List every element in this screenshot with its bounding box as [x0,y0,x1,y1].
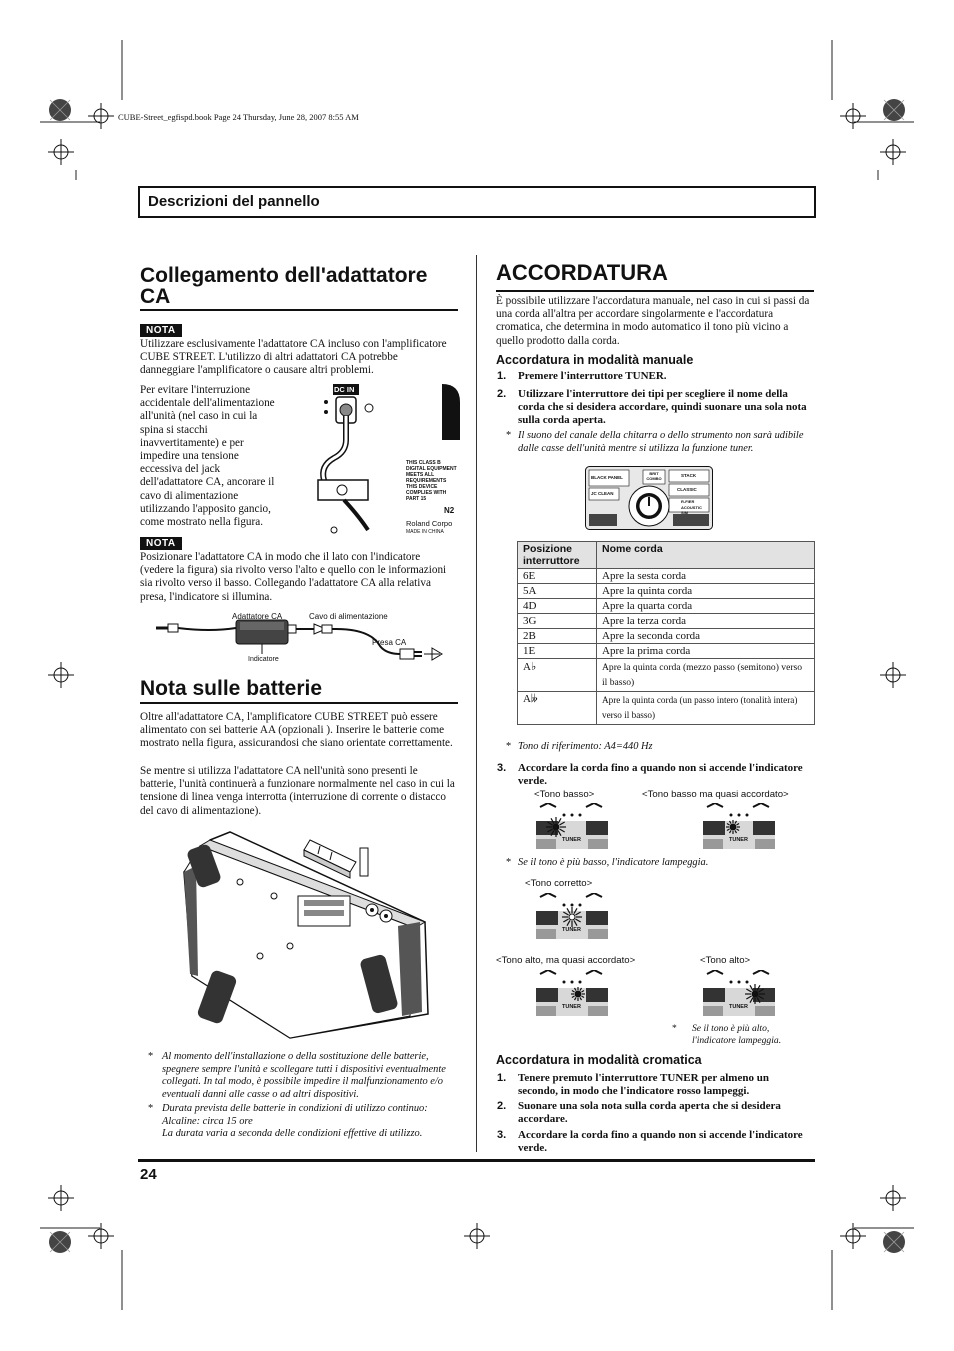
page-number: 24 [140,1166,157,1183]
adapter-para-3: Posizionare l'adattatore CA in modo che il lato con l'indicatore (vedere la figura) sia rivolto verso l'alto e quello con le informazioni sia rivolto verso il basso. Collegando l'adattatore CA alla relativa presa, l'indicatore si illumina. [140,551,447,603]
table-row: 6E Apre la sesta corda [518,569,815,584]
tuner-label: TUNER [729,837,748,843]
chromatic-title: Accordatura in modalità cromatica [496,1053,702,1067]
tuner-label: TUNER [562,837,581,843]
table-row: 2B Apre la seconda corda [518,629,815,644]
chromatic-step-1: 1. Tenere premuto l'interruttore TUNER per almeno un secondo, in modo che l'indicatore rosso lampeggi. [497,1072,769,1097]
string-table [517,541,815,725]
print-info: CUBE-Street_egfispd.book Page 24 Thursday, June 28, 2007 8:55 AM [118,112,359,122]
adapter-title-rule [140,309,458,311]
battery-note-2: * Durata prevista delle batterie in condizioni di utilizzo continuo: Alcaline: circa 15 ore La durata varia a seconda delle condizioni effettive di utilizzo. [148,1103,428,1139]
knob-jc-clean: JC CLEAN [591,491,614,496]
part15-text: THIS DEVICE COMPLIES WITH PART 15 [406,484,447,502]
battery-compartment-figure [170,826,440,1041]
tuner-indicator-in-tune [536,893,608,944]
caption-tono-basso: <Tono basso> [534,789,595,800]
battery-note-1: * Al momento dell'installazione o della sostituzione delle batterie, spegnere sempre l'unità e scollegare tutti i dispositivi eventualmente collegati. In tal modo, è possibile impedire il malfunzionamento e/o eventuali danni alle casse o ad altri dispositivi. [148,1051,446,1100]
caption-tono-corretto: <Tono corretto> [525,878,593,889]
chromatic-step-3: 3. Accordare la corda fino a quando non si accende l'indicatore verde. [497,1129,803,1154]
table-head-position: Posizione interruttore [518,542,597,569]
batteries-title-rule [140,702,458,704]
table-row: A𝄫 Apre la quinta corda (un passo intero (tonalità intera) verso il basso) [518,692,815,725]
table-row: 4D Apre la quarta corda [518,599,815,614]
section-header [138,186,816,218]
tuner-label: TUNER [562,927,581,933]
accordatura-title-rule [496,290,814,292]
reference-note: * Tono di riferimento: A4=440 Hz [506,741,653,752]
batteries-para-1: Oltre all'adattatore CA, l'amplificatore CUBE STREET può essere alimentato con sei batterie AA (opzionali ). Inserire le batterie come mostrato nella figura, assicurandosi che siano orientate correttamente. [140,711,453,750]
batteries-para-2: Se mentre si utilizza l'adattatore CA nell'unità sono presenti le batterie, l'unità continuerà a funzionare normalmente nel caso in cui la tensione di linea venga interrotta (interruzione di corrente o distacco del cavo di alimentazione). [140,765,455,817]
knob-black-panel: BLACK PANEL [591,475,623,480]
dc-in-label: DC IN [334,385,355,394]
tuner-label: TUNER [729,1004,748,1010]
table-row: 3G Apre la terza corda [518,614,815,629]
adapter-para-1: Utilizzare esclusivamente l'adattatore CA incluso con l'amplificatore CUBE STREET. L'utilizzo di altri adattatori CA potrebbe danneggiare l'amplificatore o causare altri problemi. [140,338,447,377]
tuner-indicator-nearly-sharp [536,970,608,1021]
footer-rule [138,1159,815,1162]
knob-acoustic-sim: ACOUSTIC SIM [681,505,702,515]
knob-brit-combo: BRIT COMBO [646,471,662,481]
cavo-label: Cavo di alimentazione [309,612,388,621]
knob-r-fier: R-FIER [681,499,695,504]
manual-title: Accordatura in modalità manuale [496,353,694,367]
table-head-string: Nome corda [597,542,815,569]
manual-note: * Il suono del canale della chitarra o dello strumento non sarà udibile dalle casse dell'unità mentre si utilizza la funzione tuner. [506,430,804,454]
class-b-text: THIS CLASS B DIGITAL EQUIPMENT MEETS ALL REQUIREMENTS [406,460,457,484]
nota-badge-2: NOTA [140,533,182,551]
table-row: A♭ Apre la quinta corda (mezzo passo (semitono) verso il basso) [518,659,815,692]
chromatic-step-2: 2. Suonare una sola nota sulla corda aperta che si desidera accordare. [497,1100,781,1125]
rear-panel-figure [314,380,460,540]
tuner-indicator-nearly-flat [703,803,775,854]
presa-label: Presa CA [372,638,407,647]
adapter-para-2: Per evitare l'interruzione accidentale dell'alimentazione all'unità (nel caso in cui la spina si stacchi inavvertitamente) e per impedire una tensione eccessiva del jack dell'adattatore CA, ancorare il cavo di alimentazione utilizzando l'apposito gancio, come mostrato nella figura. [140,384,275,529]
accordatura-title: ACCORDATURA [496,260,668,285]
adapter-cable-figure [150,608,450,668]
batteries-title: Nota sulle batterie [140,677,323,700]
tuner-indicator-sharp [703,970,775,1021]
sharp-note: * Se il tono è più alto, l'indicatore lampeggia. [672,1023,782,1046]
manual-step-2: 2. Utilizzare l'interruttore dei tipi per scegliere il nome della corda che si desidera accordare, quindi suonare una sola nota sulla corda aperta. [497,388,807,426]
tuner-indicator-flat [536,803,608,854]
made-in-text: MADE IN CHINA [406,529,444,535]
knob-classic: CLASSIC [677,487,697,492]
manual-step-3: 3. Accordare la corda fino a quando non si accende l'indicatore verde. [497,762,803,787]
n2-mark: N2 [444,506,455,515]
table-row: 1E Apre la prima corda [518,644,815,659]
flat-note: * Se il tono è più basso, l'indicatore lampeggia. [506,857,709,868]
section-title: Descrizioni del pannello [148,193,320,210]
caption-alto-quasi: <Tono alto, ma quasi accordato> [496,955,636,966]
amp-type-knob-figure [585,466,713,530]
caption-basso-quasi: <Tono basso ma quasi accordato> [642,789,789,800]
accordatura-intro: È possibile utilizzare l'accordatura manuale, nel caso in cui si passi da una corda all'altra per accordare singolarmente e l'accordatura cromatica, che determina in modo automatico il tono più vicino a quello prodotto dalla corda. [496,295,810,347]
column-divider [476,255,477,1152]
adattatore-label: Adattatore CA [232,612,283,621]
indicatore-label: Indicatore [248,656,279,663]
tuner-label: TUNER [562,1004,581,1010]
manual-step-1: 1. Premere l'interruttore TUNER. [497,370,667,382]
brand-text: Roland Corpo [406,519,453,528]
nota-badge: NOTA [140,320,182,338]
caption-tono-alto: <Tono alto> [700,955,751,966]
knob-stack: STACK [681,473,697,478]
adapter-title: Collegamento dell'adattatore CA [140,264,428,308]
table-row: 5A Apre la quinta corda [518,584,815,599]
